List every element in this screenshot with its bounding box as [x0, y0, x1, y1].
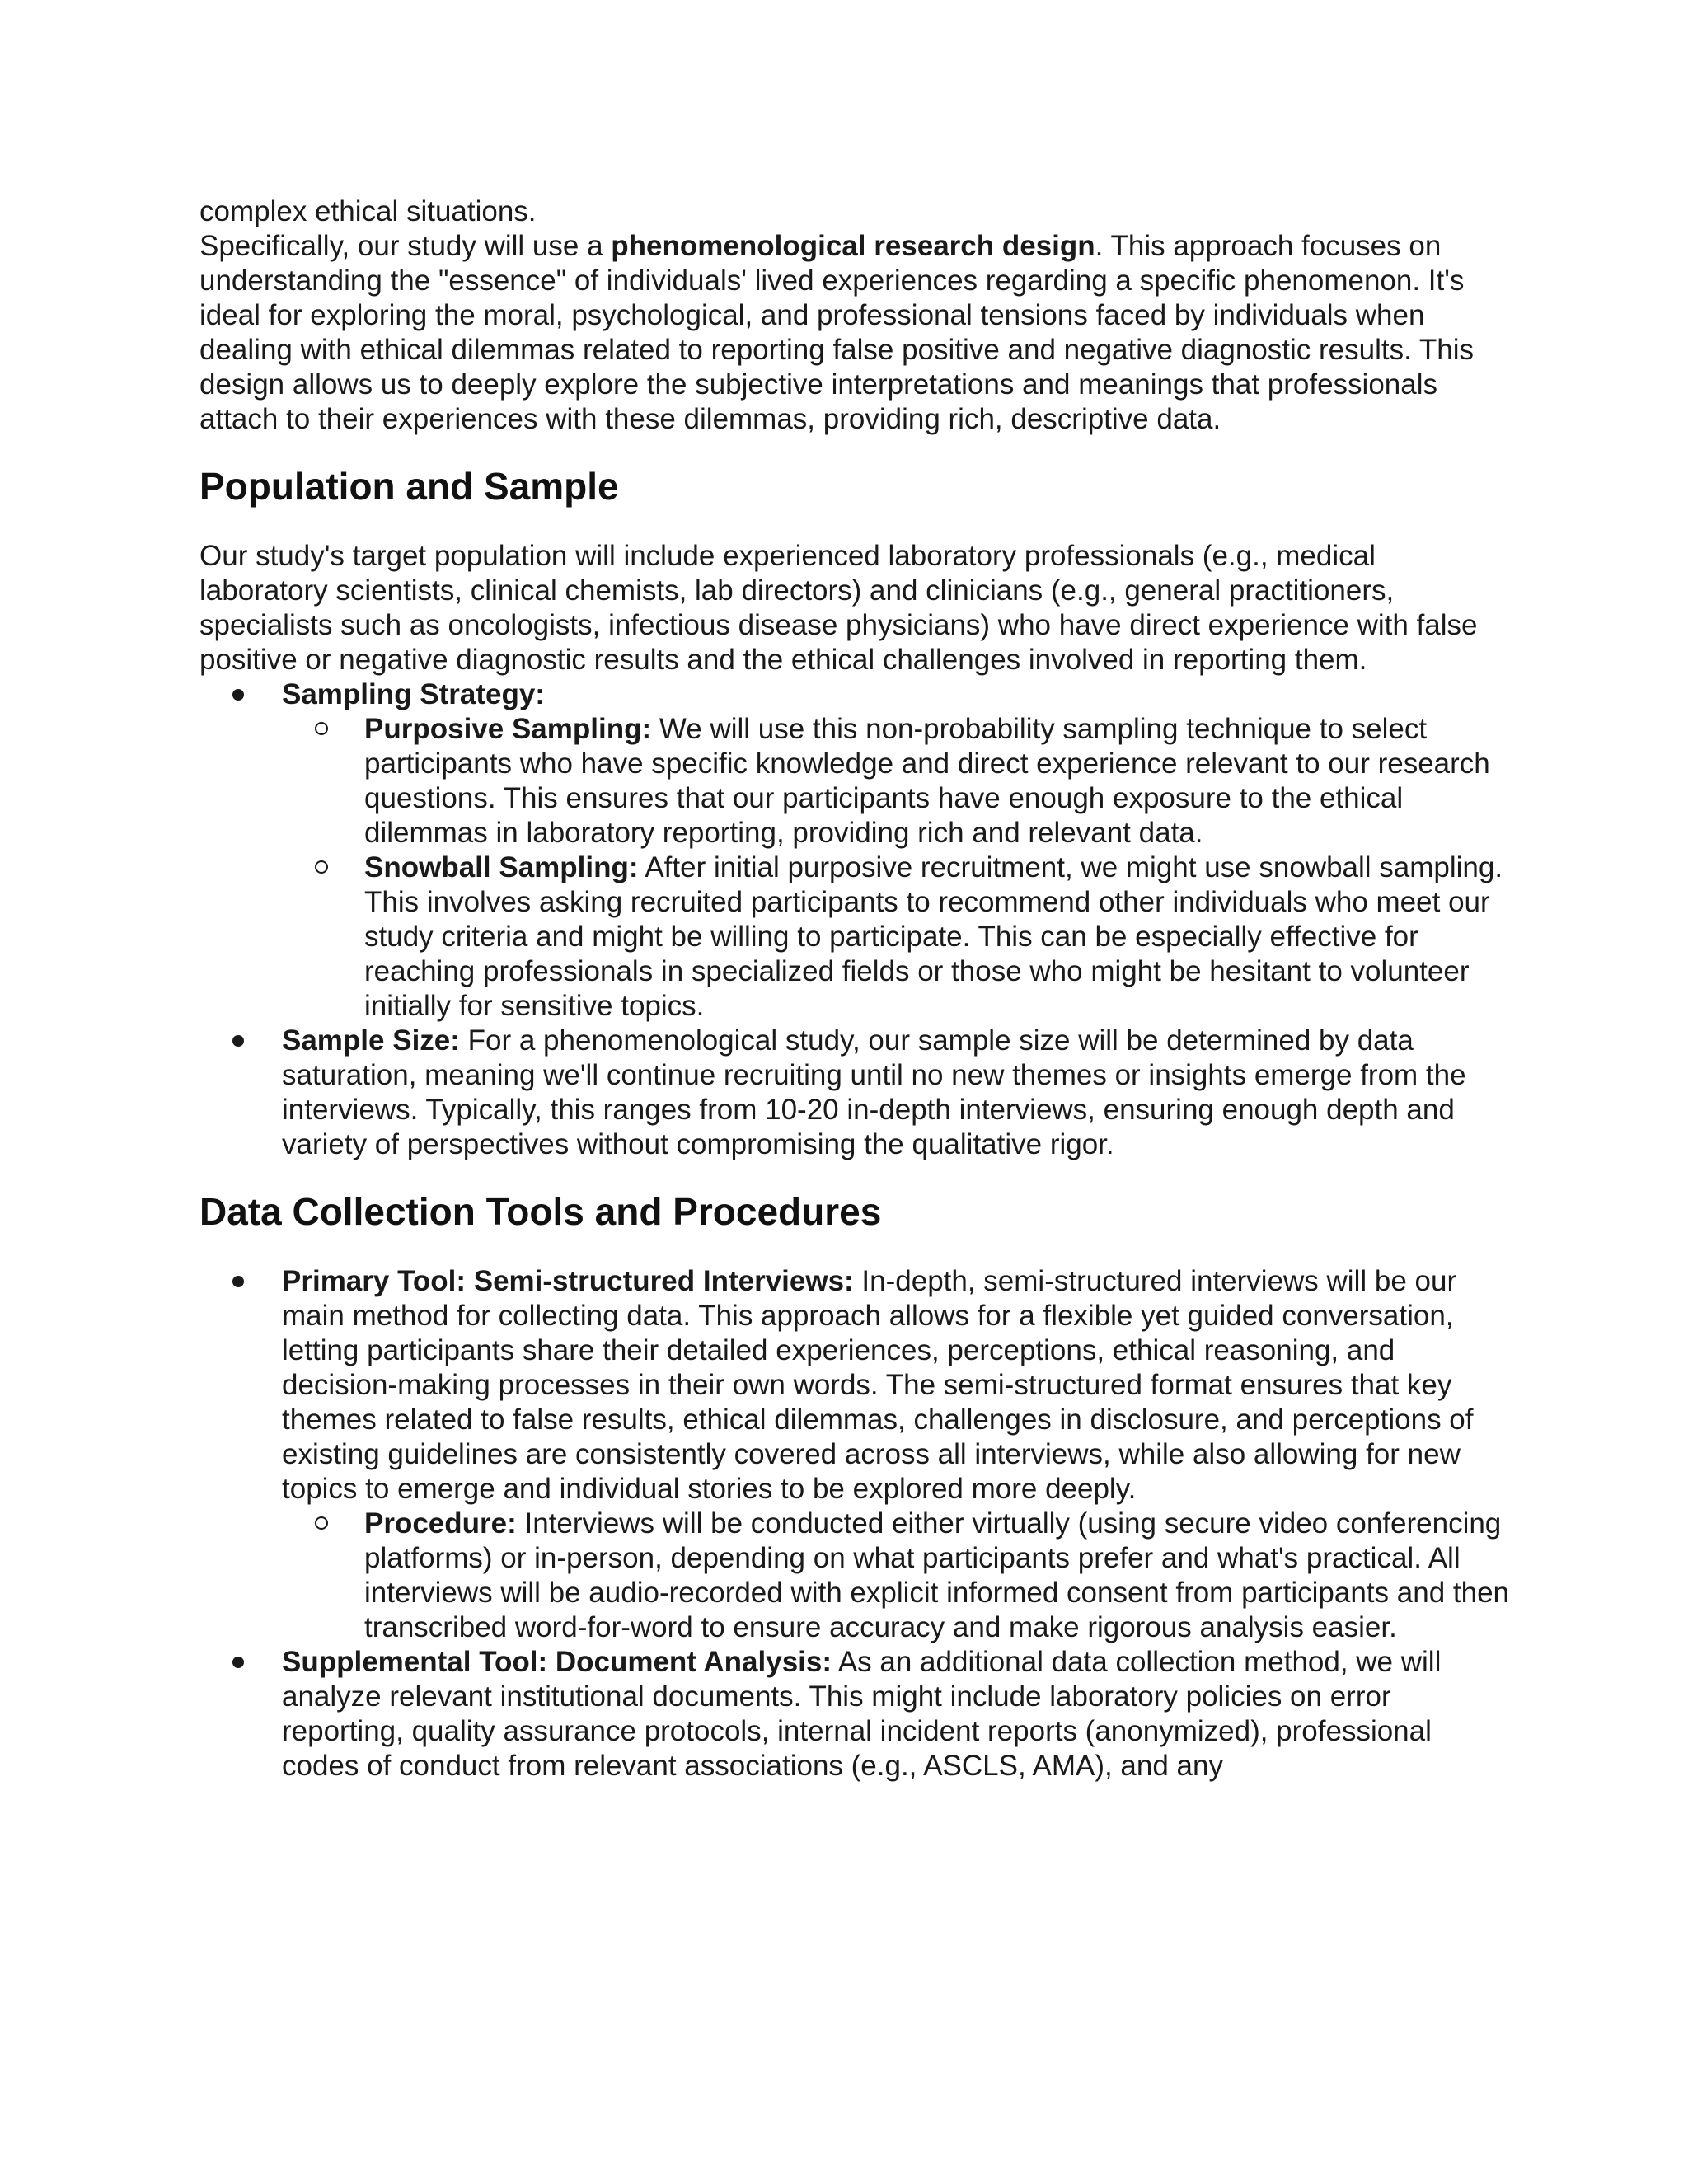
intro-suffix: . This approach focuses on understanding the "essence" of individuals' lived experiences regarding a specific phenomenon. It's ideal for exploring the moral, psychological, and professional tensions faced by individuals when dealing with ethical dilemmas related to reporting false positive and negative diagnostic results. This design allows us to deeply explore the subjective interpretations and meanings that professionals attach to their experiences with these dilemmas, providing rich, descriptive data.: [199, 230, 1475, 435]
document-page: [199, 194, 1510, 1783]
population-heading: Population and Sample: [199, 465, 619, 508]
procedure-label: Procedure:: [364, 1507, 517, 1540]
sampling-strategy-item: [199, 677, 1510, 1024]
procedure-text: Interviews will be conducted either virtually (using secure video conferencing platforms) or in-person, depending on what participants prefer and what's practical. All interviews will be audio-recorded with explicit informed consent from participants and then transcribed word-for-word to ensure accuracy and make rigorous analysis easier.: [364, 1507, 1510, 1643]
primary-tool-sublist: [282, 1507, 1510, 1645]
bullet-icon: [232, 1024, 265, 1058]
intro-paragraph: [199, 229, 1510, 437]
snowball-sampling-item: [282, 851, 1510, 1024]
bullet-icon: [232, 1264, 265, 1299]
sample-size-label: Sample Size:: [282, 1024, 460, 1057]
primary-tool-label: Primary Tool: Semi-structured Interviews:: [282, 1265, 854, 1297]
sample-size-item: [199, 1024, 1510, 1162]
procedure-item: [282, 1507, 1510, 1645]
intro-bold-term: phenomenological research design: [611, 230, 1095, 262]
population-list: [199, 677, 1510, 1162]
purposive-sampling-label: Purposive Sampling:: [364, 713, 652, 745]
bullet-icon: [232, 1645, 265, 1680]
data-collection-heading: Data Collection Tools and Procedures: [199, 1190, 882, 1233]
sampling-strategy-label: Sampling Strategy:: [282, 678, 545, 710]
circle-bullet-icon: [315, 1507, 348, 1541]
snowball-sampling-text: After initial purposive recruitment, we might use snowball sampling. This involves asking recruited participants to recommend other individuals who meet our study criteria and might be willing to participate. This can be especially effective for reaching professionals in specialized fields or those who might be hesitant to volunteer initially for sensitive topics.: [364, 851, 1503, 1022]
circle-bullet-icon: [315, 851, 348, 885]
bullet-icon: [232, 677, 265, 712]
supplemental-tool-text: As an additional data collection method, we will analyze relevant institutional documents. This might include laboratory policies on error reporting, quality assurance protocols, internal incident reports (anonymized), professional codes of conduct from relevant associations (e.g., ASCLS, AMA), and any: [282, 1646, 1442, 1782]
data-collection-list: [199, 1264, 1510, 1783]
primary-tool-item: [199, 1264, 1510, 1645]
sample-size-text: For a phenomenological study, our sample size will be determined by data saturation, meaning we'll continue recruiting until no new themes or insights emerge from the interviews. Typically, this ranges from 10-20 in-depth interviews, ensuring enough depth and variety of perspectives without compromising the qualitative rigor.: [282, 1024, 1466, 1160]
intro-line: complex ethical situations.: [199, 195, 537, 227]
circle-bullet-icon: [315, 712, 348, 747]
sampling-strategy-sublist: [282, 712, 1510, 1024]
purposive-sampling-item: [282, 712, 1510, 851]
supplemental-tool-item: [199, 1645, 1510, 1783]
intro-prefix: Specifically, our study will use a: [199, 230, 612, 262]
primary-tool-text: In-depth, semi-structured interviews will be our main method for collecting data. This approach allows for a flexible yet guided conversation, letting participants share their detailed experiences, perceptions, ethical reasoning, and decision-making processes in their own words. The semi-structured format ensures that key themes related to false results, ethical dilemmas, challenges in disclosure, and perceptions of existing guidelines are consistently covered across all interviews, while also allowing for new topics to emerge and individual stories to be explored more deeply.: [282, 1265, 1474, 1505]
snowball-sampling-label: Snowball Sampling:: [364, 851, 639, 883]
purposive-sampling-text: We will use this non-probability sampling technique to select participants who have specific knowledge and direct experience relevant to our research questions. This ensures that our participants have enough exposure to the ethical dilemmas in laboratory reporting, providing rich and relevant data.: [364, 713, 1490, 849]
population-paragraph: Our study's target population will include experienced laboratory professionals (e.g., medical laboratory scientists, clinical chemists, lab directors) and clinicians (e.g., general practitioners, specialists such as oncologists, infectious disease physicians) who have direct experience with false positive or negative diagnostic results and the ethical challenges involved in reporting them.: [199, 540, 1478, 676]
supplemental-tool-label: Supplemental Tool: Document Analysis:: [282, 1646, 832, 1678]
